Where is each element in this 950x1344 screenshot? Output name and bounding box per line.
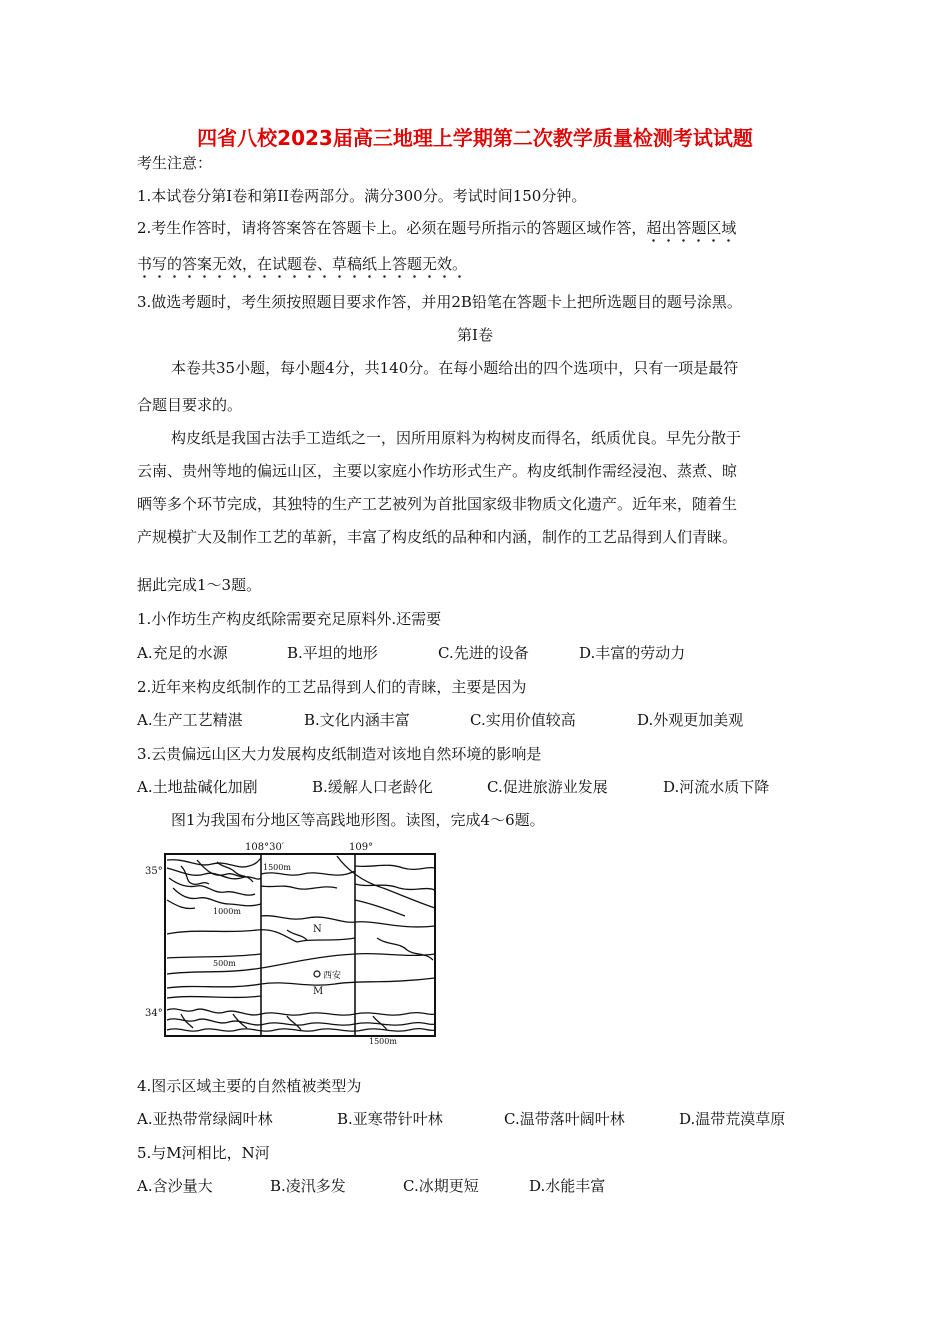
notice-2 bbox=[137, 218, 736, 238]
passage-line-1: 构皮纸是我国古法手工造纸之一，因所用原料为构树皮而得名，纸质优良。早先分散于 bbox=[171, 429, 742, 447]
city-label: 西安 bbox=[323, 971, 342, 981]
intro-line-2: 合题目要求的。 bbox=[137, 396, 243, 414]
notice-2-text: 2.考生作答时，请将答案答在答题卡上。必须在题号所指示的答题区域作答， bbox=[137, 219, 647, 237]
middle-contours bbox=[167, 916, 435, 974]
notice-3: 3.做选考题时，考生须按照题目要求作答，并用2B铅笔在答题卡上把所选题目的题号涂黑。 bbox=[137, 293, 742, 311]
contour-line bbox=[167, 1009, 435, 1015]
contour-label-1500-bottom: 1500m bbox=[369, 1037, 397, 1046]
q2-option-b: B.文化内涵丰富 bbox=[304, 711, 410, 729]
river-n bbox=[261, 916, 435, 927]
contour-line bbox=[355, 900, 405, 916]
figure-intro: 图1为我国布分地区等高践地形图。读图，完成4～6题。 bbox=[171, 811, 545, 829]
map-frame bbox=[165, 854, 435, 1036]
q3-option-a: A.土地盐碱化加剧 bbox=[137, 778, 258, 796]
intro-line-1: 本卷共35小题，每小题4分，共140分。在每小题给出的四个选项中，只有一项是最符 bbox=[171, 359, 739, 377]
q4-option-a: A.亚热带常绿阔叶林 bbox=[137, 1110, 273, 1128]
lon-label-2: 109° bbox=[349, 842, 374, 853]
city-marker bbox=[314, 971, 320, 977]
contour-line bbox=[167, 900, 195, 909]
contour-line bbox=[173, 888, 261, 906]
q5-option-c: C.冰期更短 bbox=[403, 1177, 479, 1195]
contour-line bbox=[169, 878, 255, 895]
lat-label-2: 34° bbox=[145, 1008, 163, 1019]
notice-2-cont-emphasis: 书写的答案无效，在试题卷、草稿纸上答题无效。 bbox=[137, 255, 467, 279]
q2-option-c: C.实用价值较高 bbox=[470, 711, 576, 729]
contour-line bbox=[337, 856, 435, 908]
river-m bbox=[167, 978, 435, 988]
lat-label-1: 35° bbox=[145, 866, 163, 877]
lon-label-1: 108°30′ bbox=[245, 842, 285, 853]
contour-line bbox=[167, 930, 297, 942]
q4-stem: 4.图示区域主要的自然植被类型为 bbox=[137, 1077, 362, 1095]
exam-title: 四省八校2023届高三地理上学期第二次教学质量检测考试试题 bbox=[197, 126, 753, 150]
contour-map-figure bbox=[137, 838, 447, 1048]
passage-line-3: 晒等多个环节完成，其独特的生产工艺被列为首批国家级非物质文化遗产。近年来，随着生 bbox=[137, 495, 738, 513]
q4-option-c: C.温带落叶阔叶林 bbox=[504, 1110, 625, 1128]
river-m-group bbox=[167, 978, 435, 998]
q5-option-b: B.凌汛多发 bbox=[270, 1177, 346, 1195]
q4-option-b: B.亚寒带针叶林 bbox=[337, 1110, 443, 1128]
q3-stem: 3.云贵偏远山区大力发展构皮纸制造对该地自然环境的影响是 bbox=[137, 745, 542, 763]
notice-1: 1.本试卷分第Ⅰ卷和第II卷两部分。满分300分。考试时间150分钟。 bbox=[137, 187, 587, 205]
q1-option-d: D.丰富的劳动力 bbox=[579, 644, 686, 662]
contour-line bbox=[355, 865, 435, 869]
section-heading: 第Ⅰ卷 bbox=[457, 326, 493, 344]
q2-option-d: D.外观更加美观 bbox=[637, 711, 744, 729]
contour-map bbox=[137, 838, 447, 1048]
river-m-label: M bbox=[313, 986, 324, 997]
contour-line bbox=[167, 858, 261, 867]
notice-heading: 考生注意： bbox=[137, 154, 213, 172]
q3-option-c: C.促进旅游业发展 bbox=[487, 778, 608, 796]
contour-line bbox=[167, 996, 261, 998]
q1-option-b: B.平坦的地形 bbox=[287, 644, 378, 662]
q3-option-b: B.缓解人口老龄化 bbox=[312, 778, 433, 796]
contour-line bbox=[261, 886, 337, 889]
q4-option-d: D.温带荒漠草原 bbox=[679, 1110, 786, 1128]
contour-line-500 bbox=[167, 954, 261, 958]
q5-stem: 5.与M河相比，N河 bbox=[137, 1144, 270, 1162]
contour-label-500: 500m bbox=[213, 959, 236, 968]
southern-contours bbox=[167, 1009, 435, 1031]
contour-line bbox=[167, 1019, 435, 1025]
contour-line bbox=[355, 884, 435, 890]
contour-label-1000: 1000m bbox=[213, 907, 241, 916]
river-n-label: N bbox=[313, 924, 322, 935]
contour-line bbox=[377, 938, 433, 960]
notice-2-cont bbox=[137, 254, 467, 274]
q1-option-c: C.先进的设备 bbox=[438, 644, 529, 662]
contour-line bbox=[287, 1016, 301, 1030]
notice-2-emphasis: 超出答题区域 bbox=[646, 219, 736, 243]
q3-option-d: D.河流水质下降 bbox=[663, 778, 770, 796]
q1-option-a: A.充足的水源 bbox=[137, 644, 228, 662]
northern-contours bbox=[167, 856, 435, 916]
contour-label-1500-top: 1500m bbox=[263, 863, 291, 872]
passage-line-4: 产规模扩大及制作工艺的革新，丰富了构皮纸的品种和内涵，制作的工艺品得到人们青睐。 bbox=[137, 528, 738, 546]
q2-option-a: A.生产工艺精湛 bbox=[137, 711, 243, 729]
passage-line-5: 据此完成1～3题。 bbox=[137, 576, 262, 594]
passage-line-2: 云南、贵州等地的偏远山区，主要以家庭小作坊形式生产。构皮纸制作需经浸泡、蒸煮、晾 bbox=[137, 462, 738, 480]
q2-stem: 2.近年来构皮纸制作的工艺品得到人们的青睐，主要是因为 bbox=[137, 678, 527, 696]
q5-option-d: D.水能丰富 bbox=[529, 1177, 606, 1195]
q1-stem: 1.小作坊生产构皮纸除需要充足原料外.还需要 bbox=[137, 610, 442, 628]
q5-option-a: A.含沙量大 bbox=[137, 1177, 213, 1195]
